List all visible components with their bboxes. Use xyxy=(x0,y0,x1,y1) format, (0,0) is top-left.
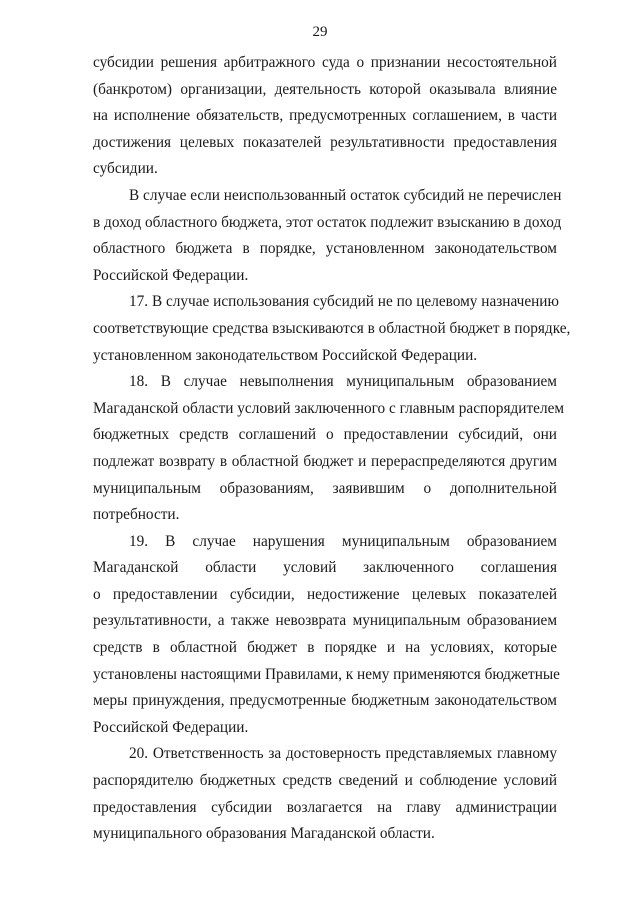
paragraph-item-18 xyxy=(93,369,565,529)
text-line: на исполнение обязательств, предусмотренных соглашением, в части xyxy=(93,107,557,125)
paragraph-item-19 xyxy=(93,529,560,742)
text-line: Российской Федерации. xyxy=(93,266,249,284)
text-line: в доход областного бюджета, этот остаток подлежит взысканию в доход xyxy=(93,213,562,231)
text-line: средств в областной бюджет в порядке и на условиях, которые xyxy=(93,639,557,657)
text-line: соответствующие средства взыскиваются в областной бюджет в порядке, xyxy=(93,319,571,337)
text-line: бюджетных средств соглашений о предоставлении субсидий, они xyxy=(93,426,557,444)
text-line: В случае если неиспользованный остаток субсидий не перечислен xyxy=(129,186,562,204)
text-line: потребности. xyxy=(93,506,180,524)
text-line: о предоставлении субсидии, недостижение целевых показателей xyxy=(93,585,557,603)
paragraph-continuation xyxy=(93,50,557,183)
text-line: областного бюджета в порядке, установленном законодательством xyxy=(93,240,557,258)
text-line: установлены настоящими Правилами, к нему применяются бюджетные xyxy=(93,665,560,683)
text-line: субсидии. xyxy=(93,160,158,178)
text-line: распорядителю бюджетных средств сведений и соблюдение условий xyxy=(93,772,557,790)
text-line: предоставления субсидии возлагается на главу администрации xyxy=(93,798,557,816)
text-line: 20. Ответственность за достоверность представляемых главному xyxy=(129,745,557,763)
text-line: результативности, а также невозврата муниципальным образованием xyxy=(93,612,557,630)
text-line: подлежат возврату в областной бюджет и перераспределяются другим xyxy=(93,452,557,470)
text-line: меры принуждения, предусмотренные бюджетным законодательством xyxy=(93,692,557,710)
text-line: муниципального образования Магаданской области. xyxy=(93,825,435,843)
text-line: Магаданской области условий заключенного соглашения xyxy=(93,559,557,577)
text-line: установленном законодательством Российской Федерации. xyxy=(93,346,478,364)
text-line: 17. В случае использования субсидий не по целевому назначению xyxy=(129,293,559,311)
text-line: субсидии решения арбитражного суда о признании несостоятельной xyxy=(93,54,557,71)
text-line: 18. В случае невыполнения муниципальным образованием xyxy=(129,373,557,391)
paragraph-item-20 xyxy=(93,741,557,847)
paragraph-item-17 xyxy=(93,289,571,369)
text-line: муниципальным образованиям, заявившим о дополнительной xyxy=(93,479,557,497)
text-line: Магаданской области условий заключенного с главным распорядителем xyxy=(93,399,565,417)
text-line: достижения целевых показателей результативности предоставления xyxy=(93,133,557,151)
page-number: 29 xyxy=(312,24,328,40)
text-line: (банкротом) организации, деятельность которой оказывала влияние xyxy=(93,80,557,98)
document-body xyxy=(93,50,571,848)
paragraph-unused-balance xyxy=(93,183,562,289)
text-line: 19. В случае нарушения муниципальным образованием xyxy=(129,532,557,550)
text-line: Российской Федерации. xyxy=(93,718,249,736)
